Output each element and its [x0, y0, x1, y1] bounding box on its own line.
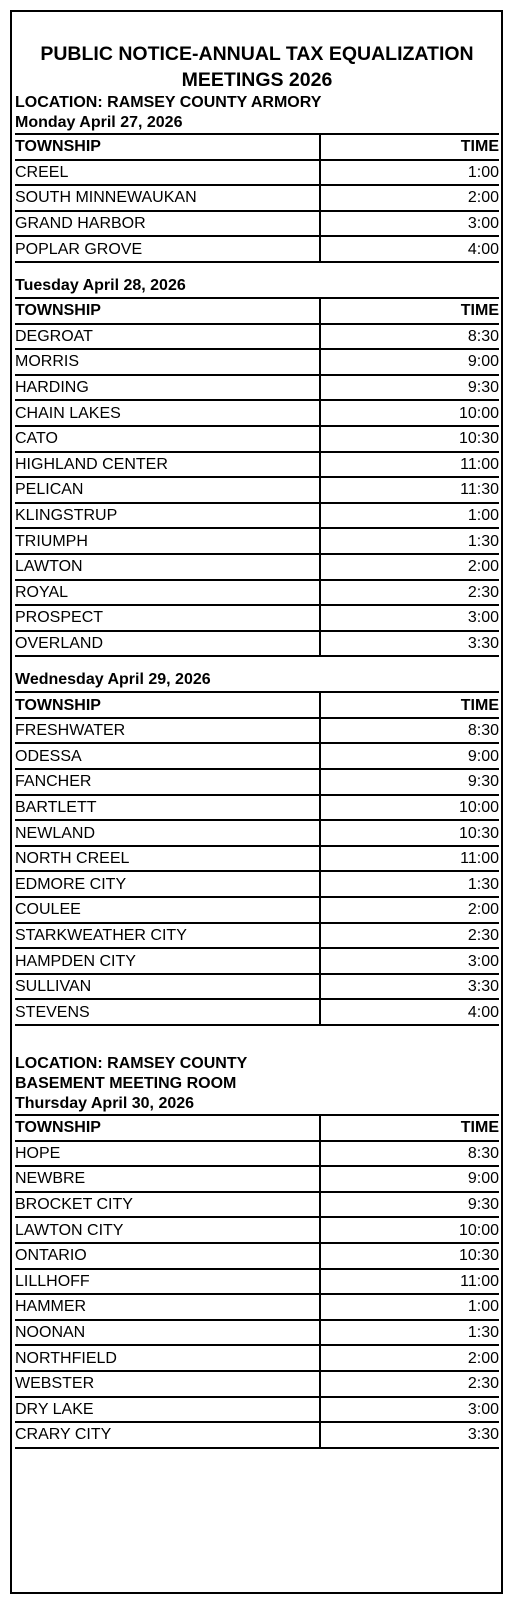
township-cell: NOONAN [15, 1320, 320, 1346]
table-row [15, 1422, 499, 1448]
table-row [15, 871, 499, 897]
table-row [15, 236, 499, 262]
time-cell: 8:30 [320, 718, 499, 744]
time-cell: 9:30 [320, 375, 499, 401]
column-header-time: TIME [320, 1115, 499, 1141]
time-cell: 2:30 [320, 923, 499, 949]
township-cell: COULEE [15, 897, 320, 923]
table-row [15, 769, 499, 795]
time-cell: 10:00 [320, 795, 499, 821]
table-row [15, 999, 499, 1025]
time-cell: 2:30 [320, 1371, 499, 1397]
township-cell: NORTH CREEL [15, 846, 320, 872]
township-cell: HAMMER [15, 1294, 320, 1320]
column-header-time: TIME [320, 134, 499, 160]
location-basement-line-2: BASEMENT MEETING ROOM [15, 1075, 237, 1092]
schedule-wednesday [15, 669, 499, 1026]
table-row [15, 743, 499, 769]
time-cell: 1:00 [320, 503, 499, 529]
table-header-row [15, 298, 499, 324]
time-cell: 2:00 [320, 185, 499, 211]
table-row [15, 160, 499, 186]
time-cell: 2:30 [320, 580, 499, 606]
time-cell: 1:30 [320, 1320, 499, 1346]
township-cell: CREEL [15, 160, 320, 186]
township-cell: HOPE [15, 1141, 320, 1167]
township-cell: PELICAN [15, 477, 320, 503]
township-cell: ONTARIO [15, 1243, 320, 1269]
notice-title [15, 41, 499, 93]
township-cell: LAWTON [15, 554, 320, 580]
time-cell: 11:00 [320, 452, 499, 478]
time-cell: 3:00 [320, 605, 499, 631]
township-cell: GRAND HARBOR [15, 211, 320, 237]
table-row [15, 897, 499, 923]
column-header-township: TOWNSHIP [15, 298, 320, 324]
time-cell: 9:00 [320, 1166, 499, 1192]
township-cell: SULLIVAN [15, 974, 320, 1000]
schedule-tuesday [15, 275, 499, 657]
public-notice [10, 10, 503, 1594]
table-row [15, 324, 499, 350]
table-row [15, 1294, 499, 1320]
township-cell: HARDING [15, 375, 320, 401]
township-cell: STEVENS [15, 999, 320, 1025]
time-cell: 8:30 [320, 324, 499, 350]
location-basement-line-1: LOCATION: RAMSEY COUNTY [15, 1055, 248, 1072]
township-cell: EDMORE CITY [15, 871, 320, 897]
schedule-thursday [15, 1054, 499, 1449]
column-header-township: TOWNSHIP [15, 134, 320, 160]
schedule-monday [15, 113, 499, 263]
table-row [15, 477, 499, 503]
township-cell: HAMPDEN CITY [15, 948, 320, 974]
schedule-table [15, 297, 499, 657]
township-cell: ROYAL [15, 580, 320, 606]
table-header-row [15, 1115, 499, 1141]
table-row [15, 1397, 499, 1423]
township-cell: FRESHWATER [15, 718, 320, 744]
column-header-township: TOWNSHIP [15, 692, 320, 718]
time-cell: 3:00 [320, 948, 499, 974]
table-row [15, 375, 499, 401]
table-row [15, 554, 499, 580]
time-cell: 8:30 [320, 1141, 499, 1167]
table-row [15, 426, 499, 452]
column-header-township: TOWNSHIP [15, 1115, 320, 1141]
schedule-table [15, 691, 499, 1026]
time-cell: 10:30 [320, 1243, 499, 1269]
table-row [15, 1141, 499, 1167]
time-cell: 2:00 [320, 1345, 499, 1371]
time-cell: 11:30 [320, 477, 499, 503]
table-row [15, 503, 499, 529]
township-cell: CATO [15, 426, 320, 452]
time-cell: 10:30 [320, 820, 499, 846]
township-cell: LAWTON CITY [15, 1217, 320, 1243]
location-armory: LOCATION: RAMSEY COUNTY ARMORY [15, 94, 322, 111]
table-row [15, 795, 499, 821]
table-row [15, 528, 499, 554]
time-cell: 10:00 [320, 400, 499, 426]
day-heading: Thursday April 30, 2026 [15, 1095, 195, 1112]
time-cell: 10:30 [320, 426, 499, 452]
table-row [15, 1243, 499, 1269]
township-cell: CRARY CITY [15, 1422, 320, 1448]
township-cell: SOUTH MINNEWAUKAN [15, 185, 320, 211]
township-cell: HIGHLAND CENTER [15, 452, 320, 478]
time-cell: 9:30 [320, 769, 499, 795]
column-header-time: TIME [320, 298, 499, 324]
township-cell: OVERLAND [15, 631, 320, 657]
table-row [15, 605, 499, 631]
time-cell: 9:00 [320, 349, 499, 375]
township-cell: DRY LAKE [15, 1397, 320, 1423]
time-cell: 3:30 [320, 1422, 499, 1448]
township-cell: ODESSA [15, 743, 320, 769]
table-row [15, 820, 499, 846]
table-header-row [15, 692, 499, 718]
table-row [15, 211, 499, 237]
time-cell: 2:00 [320, 554, 499, 580]
township-cell: LILLHOFF [15, 1269, 320, 1295]
table-row [15, 349, 499, 375]
time-cell: 10:00 [320, 1217, 499, 1243]
day-heading: Tuesday April 28, 2026 [15, 276, 186, 294]
table-row [15, 400, 499, 426]
column-header-time: TIME [320, 692, 499, 718]
township-cell: KLINGSTRUP [15, 503, 320, 529]
time-cell: 3:30 [320, 974, 499, 1000]
table-row [15, 1192, 499, 1218]
township-cell: POPLAR GROVE [15, 236, 320, 262]
table-row [15, 846, 499, 872]
table-row [15, 974, 499, 1000]
schedule-table [15, 133, 499, 263]
time-cell: 3:00 [320, 1397, 499, 1423]
title-line-2: MEETINGS 2026 [181, 69, 333, 91]
time-cell: 2:00 [320, 897, 499, 923]
township-cell: BARTLETT [15, 795, 320, 821]
schedule-table [15, 1114, 499, 1449]
time-cell: 11:00 [320, 846, 499, 872]
table-row [15, 1345, 499, 1371]
table-row [15, 185, 499, 211]
township-cell: NORTHFIELD [15, 1345, 320, 1371]
table-row [15, 718, 499, 744]
title-line-1: PUBLIC NOTICE-ANNUAL TAX EQUALIZATION [40, 43, 474, 65]
time-cell: 1:30 [320, 871, 499, 897]
township-cell: TRIUMPH [15, 528, 320, 554]
table-row [15, 452, 499, 478]
table-row [15, 631, 499, 657]
township-cell: NEWBRE [15, 1166, 320, 1192]
time-cell: 1:00 [320, 160, 499, 186]
time-cell: 3:30 [320, 631, 499, 657]
township-cell: DEGROAT [15, 324, 320, 350]
table-row [15, 580, 499, 606]
table-row [15, 948, 499, 974]
time-cell: 9:30 [320, 1192, 499, 1218]
township-cell: NEWLAND [15, 820, 320, 846]
time-cell: 3:00 [320, 211, 499, 237]
table-row [15, 1217, 499, 1243]
time-cell: 11:00 [320, 1269, 499, 1295]
township-cell: MORRIS [15, 349, 320, 375]
township-cell: STARKWEATHER CITY [15, 923, 320, 949]
day-heading: Wednesday April 29, 2026 [15, 671, 211, 689]
table-header-row [15, 134, 499, 160]
time-cell: 1:30 [320, 528, 499, 554]
time-cell: 4:00 [320, 236, 499, 262]
township-cell: FANCHER [15, 769, 320, 795]
township-cell: BROCKET CITY [15, 1192, 320, 1218]
township-cell: CHAIN LAKES [15, 400, 320, 426]
table-row [15, 923, 499, 949]
table-row [15, 1371, 499, 1397]
township-cell: PROSPECT [15, 605, 320, 631]
table-row [15, 1269, 499, 1295]
time-cell: 9:00 [320, 743, 499, 769]
table-row [15, 1166, 499, 1192]
time-cell: 1:00 [320, 1294, 499, 1320]
township-cell: WEBSTER [15, 1371, 320, 1397]
time-cell: 4:00 [320, 999, 499, 1025]
day-heading: Monday April 27, 2026 [15, 114, 183, 131]
table-row [15, 1320, 499, 1346]
